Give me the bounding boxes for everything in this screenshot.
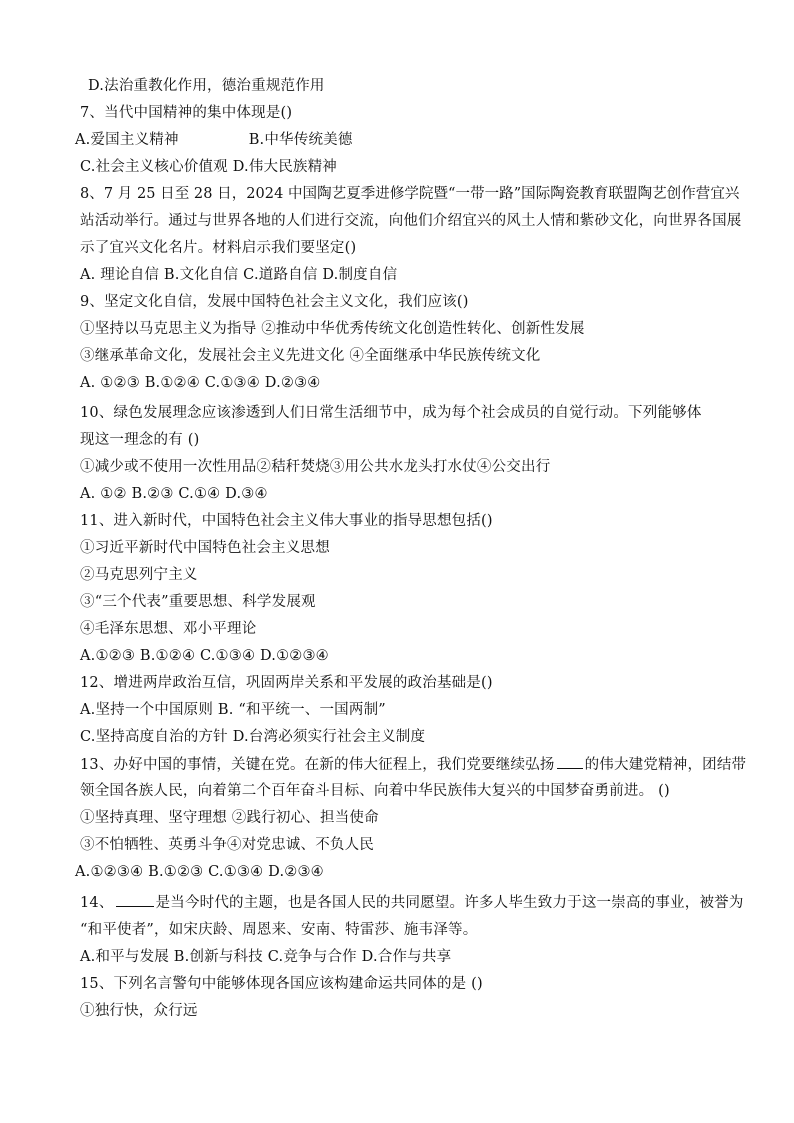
q14-stem-line-1 bbox=[80, 892, 744, 913]
q11-item-2: ②马克思列宁主义 bbox=[80, 567, 198, 583]
q7-option-a: A.爱国主义精神 bbox=[75, 132, 179, 148]
q8-options: A. 理论自信 B.文化自信 C.道路自信 D.制度自信 bbox=[80, 267, 398, 283]
q11-item-3: ③“三个代表”重要思想、科学发展观 bbox=[80, 594, 316, 610]
q14-stem-line-2: “和平使者”，如宋庆龄、周恩来、安南、特雷莎、施韦泽等。 bbox=[80, 922, 478, 938]
q15-item-1: ①独行快，众行远 bbox=[80, 1003, 198, 1019]
q13-stem-line-1 bbox=[80, 754, 746, 775]
q10-items: ①减少或不使用一次性用品②秸秆焚烧③用公共水龙头打水仗④公交出行 bbox=[80, 459, 551, 475]
q14-blank bbox=[116, 892, 154, 907]
q9-items-1-2: ①坚持以马克思主义为指导 ②推动中华优秀传统文化创造性转化、创新性发展 bbox=[80, 321, 585, 337]
q8-stem-line-1: 8、7 月 25 日至 28 日，2024 中国陶艺夏季进修学院暨“一带一路”国际陶瓷教育联盟陶艺创作营宜兴 bbox=[80, 186, 740, 202]
q13-stem-line-2: 领全国各族人民，向着第二个百年奋斗目标、向着中华民族伟大复兴的中国梦奋勇前进。 () bbox=[80, 783, 670, 799]
q8-stem-line-2: 站活动举行。通过与世界各地的人们进行交流，向他们介绍宜兴的风土人情和紫砂文化，向世界各国展 bbox=[80, 213, 742, 229]
q11-options: A.①②③ B.①②④ C.①③④ D.①②③④ bbox=[80, 648, 329, 664]
q11-item-4: ④毛泽东思想、邓小平理论 bbox=[80, 621, 257, 637]
q14-stem-part: 是当今时代的主题，也是各国人民的共同愿望。许多人毕生致力于这一崇高的事业，被誉为 bbox=[155, 895, 744, 911]
q11-item-1: ①习近平新时代中国特色社会主义思想 bbox=[80, 540, 330, 556]
q9-options: A. ①②③ B.①②④ C.①③④ D.②③④ bbox=[80, 375, 321, 391]
q10-options: A. ①② B.②③ C.①④ D.③④ bbox=[80, 486, 268, 502]
q12-stem: 12、增进两岸政治互信，巩固两岸关系和平发展的政治基础是() bbox=[80, 675, 493, 691]
q7-options-ab bbox=[75, 130, 353, 150]
q7-stem: 7、当代中国精神的集中体现是() bbox=[80, 105, 293, 121]
q14-number: 14、 bbox=[80, 895, 114, 911]
q7-option-b: B.中华传统美德 bbox=[248, 132, 353, 148]
q12-options-cd: C.坚持高度自治的方针 D.台湾必须实行社会主义制度 bbox=[80, 729, 426, 745]
q8-stem-line-3: 示了宜兴文化名片。材料启示我们要坚定() bbox=[80, 240, 357, 256]
q13-options: A.①②③④ B.①②③ C.①③④ D.②③④ bbox=[75, 864, 324, 880]
q9-stem: 9、坚定文化自信，发展中国特色社会主义文化，我们应该() bbox=[80, 294, 469, 310]
q13-items-1-2: ①坚持真理、坚守理想 ②践行初心、担当使命 bbox=[80, 810, 379, 826]
q15-stem: 15、下列名言警句中能够体现各国应该构建命运共同体的是 () bbox=[80, 976, 483, 992]
q13-items-3-4: ③不怕牺牲、英勇斗争④对党忠诚、不负人民 bbox=[80, 837, 374, 853]
q10-stem-line-2: 现这一理念的有 () bbox=[80, 432, 200, 448]
q9-items-3-4: ③继承革命文化，发展社会主义先进文化 ④全面继承中华民族传统文化 bbox=[80, 348, 541, 364]
q13-blank bbox=[557, 754, 583, 769]
q7-options-cd: C.社会主义核心价值观 D.伟大民族精神 bbox=[80, 159, 338, 175]
q6-option-d: D.法治重教化作用，德治重规范作用 bbox=[88, 78, 325, 94]
q14-options: A.和平与发展 B.创新与科技 C.竞争与合作 D.合作与共享 bbox=[80, 949, 452, 965]
q12-options-ab: A.坚持一个中国原则 B. “和平统一、一国两制” bbox=[80, 702, 386, 718]
q13-stem-part-2: 的伟大建党精神，团结带 bbox=[584, 757, 747, 773]
q10-stem-line-1: 10、绿色发展理念应该渗透到人们日常生活细节中，成为每个社会成员的自觉行动。下列能够体 bbox=[80, 405, 702, 421]
q11-stem: 11、进入新时代，中国特色社会主义伟大事业的指导思想包括() bbox=[80, 513, 493, 529]
q13-stem-part-1: 13、办好中国的事情，关键在党。在新的伟大征程上，我们党要继续弘扬 bbox=[80, 757, 555, 773]
